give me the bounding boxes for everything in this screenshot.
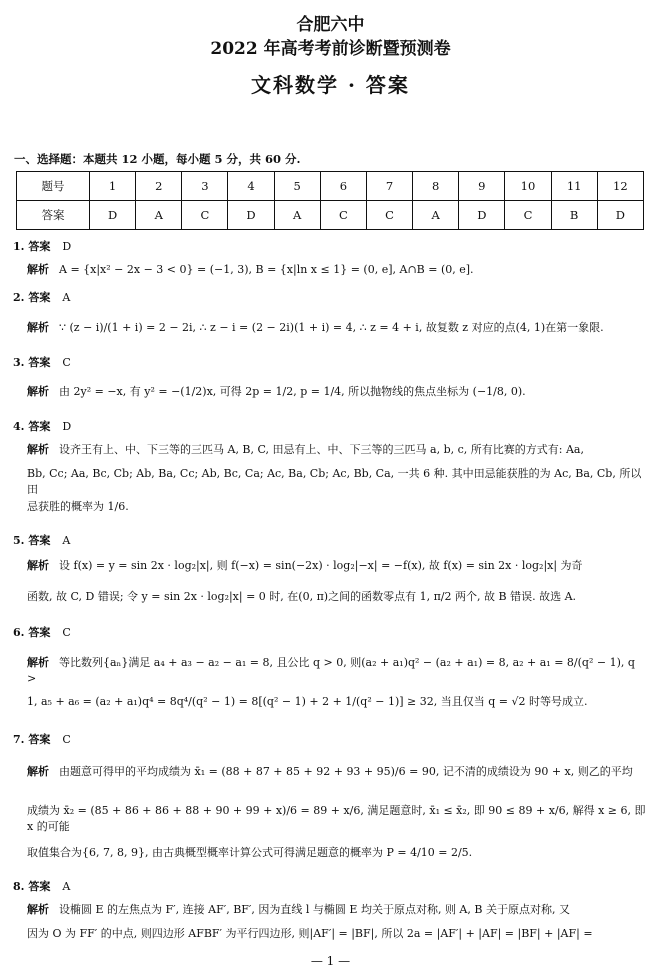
number-cell: 9: [459, 172, 505, 201]
question-4-explanation: [27, 442, 645, 458]
question-7-explanation: [27, 764, 645, 780]
explanation-tag: 解析: [27, 765, 49, 778]
explanation-line: 设齐王有上、中、下三等的三匹马 A, B, C, 田忌有上、中、下三等的三匹马 a, b, c, 所有比赛的方式有: Aa,: [59, 443, 584, 456]
answer-cell: A: [274, 201, 320, 230]
answer-cell: C: [182, 201, 228, 230]
question-5-answer: [13, 532, 70, 548]
question-answer: C: [62, 356, 71, 369]
answer-row-label: 答案: [17, 201, 90, 230]
number-cell: 3: [182, 172, 228, 201]
exam-title: 2022 年高考考前诊断暨预测卷: [210, 39, 451, 59]
number-cell: 12: [597, 172, 643, 201]
question-2-answer: [13, 289, 70, 305]
explanation-tag: 解析: [27, 559, 49, 572]
question-label: 6. 答案: [13, 626, 51, 639]
question-6-answer: [13, 624, 71, 640]
question-answer: D: [62, 240, 72, 253]
question-answer: A: [62, 534, 71, 547]
explanation-line: 1, a₅ + a₆ = (a₂ + a₁)q⁴ = 8q⁴/(q² − 1) = 8[(q² − 1) + 2 + 1/(q² − 1)] ≥ 32, 当且仅当 q = √2 时等号成立.: [27, 695, 588, 708]
number-row-label: 题号: [17, 172, 90, 201]
explanation-line: 函数, 故 C, D 错误; 令 y = sin 2x · log₂|x| = 0 时, 在(0, π)之间的函数零点有 1, π/2 两个, 故 B 错误. 故选 A.: [27, 590, 577, 603]
number-cell: 11: [551, 172, 597, 201]
answer-cell: D: [228, 201, 274, 230]
question-4-answer: [13, 418, 71, 434]
answer-cell: C: [505, 201, 551, 230]
explanation-line: 等比数列{aₙ}满足 a₄ + a₃ − a₂ − a₁ = 8, 且公比 q > 0, 则(a₂ + a₁)q² − (a₂ + a₁) = 8, a₂ + a₁ = 8/(q² − 1), q >: [27, 656, 635, 685]
explanation-line: 忌获胜的概率为 1/6.: [27, 500, 129, 513]
explanation-line: 取值集合为{6, 7, 8, 9}, 由古典概型概率计算公式可得满足题意的概率为 P = 4/10 = 2/5.: [27, 846, 473, 859]
question-answer: D: [62, 420, 72, 433]
question-label: 3. 答案: [13, 356, 51, 369]
explanation-line: 由 2y² = −x, 有 y² = −(1/2)x, 可得 2p = 1/2, p = 1/4, 所以抛物线的焦点坐标为 (−1/8, 0).: [59, 385, 526, 398]
question-3-answer: [13, 354, 71, 370]
question-answer: A: [62, 291, 71, 304]
explanation-tag: 解析: [27, 903, 49, 916]
question-label: 1. 答案: [13, 240, 51, 253]
answer-cell: A: [136, 201, 182, 230]
answer-table-answer-row: [17, 201, 644, 230]
answer-cell: B: [551, 201, 597, 230]
number-cell: 4: [228, 172, 274, 201]
school-name: 合肥六中: [296, 15, 365, 35]
question-8-explanation: [27, 902, 645, 918]
question-6-explanation: [27, 655, 645, 687]
question-answer: C: [62, 733, 71, 746]
explanation-line: 设椭圆 E 的左焦点为 F′, 连接 AF′, BF′, 因为直线 l 与椭圆 E 均关于原点对称, 则 A, B 关于原点对称, 又: [59, 903, 570, 916]
explanation-line: Bb, Cc; Aa, Bc, Cb; Ab, Ba, Cc; Ab, Bc, Ca; Ac, Ba, Cb; Ac, Bb, Ca, 一共 6 种. 其中田忌能获胜的为 Ac, Ba, Cb, 所以田: [27, 467, 642, 496]
question-label: 2. 答案: [13, 291, 51, 304]
answer-cell: C: [320, 201, 366, 230]
explanation-line: A = {x|x² − 2x − 3 < 0} = (−1, 3), B = {x|ln x ≤ 1} = (0, e], A∩B = (0, e].: [59, 263, 474, 276]
answer-cell: D: [597, 201, 643, 230]
number-cell: 10: [505, 172, 551, 201]
answer-cell: A: [413, 201, 459, 230]
number-cell: 2: [136, 172, 182, 201]
number-cell: 5: [274, 172, 320, 201]
question-2-explanation: [27, 320, 645, 336]
section-heading: 一、选择题：本题共 12 小题，每小题 5 分，共 60 分.: [14, 152, 301, 166]
explanation-tag: 解析: [27, 321, 49, 334]
question-1-answer: [13, 238, 71, 254]
question-label: 7. 答案: [13, 733, 51, 746]
explanation-line: 设 f(x) = y = sin 2x · log₂|x|, 则 f(−x) = sin(−2x) · log₂|−x| = −f(x), 故 f(x) = sin 2x · log₂|x| 为奇: [59, 559, 583, 572]
question-7-answer: [13, 731, 71, 747]
question-label: 8. 答案: [13, 880, 51, 893]
answer-table: [16, 171, 644, 230]
number-cell: 7: [366, 172, 412, 201]
number-cell: 1: [90, 172, 136, 201]
answer-cell: C: [366, 201, 412, 230]
question-label: 4. 答案: [13, 420, 51, 433]
page-number: — 1 —: [310, 954, 351, 968]
question-5-explanation: [27, 558, 645, 574]
number-cell: 8: [413, 172, 459, 201]
question-label: 5. 答案: [13, 534, 51, 547]
question-answer: C: [62, 626, 71, 639]
explanation-tag: 解析: [27, 385, 49, 398]
explanation-tag: 解析: [27, 263, 49, 276]
explanation-tag: 解析: [27, 443, 49, 456]
question-answer: A: [62, 880, 71, 893]
subject-title: 文科数学 · 答案: [251, 73, 410, 97]
explanation-line: 成绩为 x̄₂ = (85 + 86 + 86 + 88 + 90 + 99 + x)/6 = 89 + x/6, 满足题意时, x̄₁ ≤ x̄₂, 即 90 ≤ 89 + x/6, 解得 x ≥ 6, 即 x 的可能: [27, 804, 646, 833]
question-1-explanation: [27, 262, 645, 278]
number-cell: 6: [320, 172, 366, 201]
question-8-answer: [13, 878, 70, 894]
question-3-explanation: [27, 384, 645, 400]
explanation-line: 因为 O 为 FF′ 的中点, 则四边形 AFBF′ 为平行四边形, 则|AF′| = |BF|, 所以 2a = |AF′| + |AF| = |BF| + |AF| =: [27, 927, 593, 940]
explanation-tag: 解析: [27, 656, 49, 669]
answer-cell: D: [459, 201, 505, 230]
answer-table-number-row: [17, 172, 644, 201]
answer-cell: D: [90, 201, 136, 230]
explanation-line: 由题意可得甲的平均成绩为 x̄₁ = (88 + 87 + 85 + 92 + 93 + 95)/6 = 90, 记不清的成绩设为 90 + x, 则乙的平均: [59, 765, 633, 778]
explanation-line: ∵ (z − i)/(1 + i) = 2 − 2i, ∴ z − i = (2 − 2i)(1 + i) = 4, ∴ z = 4 + i, 故复数 z 对应的点(4, 1)在第一象限.: [59, 321, 604, 334]
